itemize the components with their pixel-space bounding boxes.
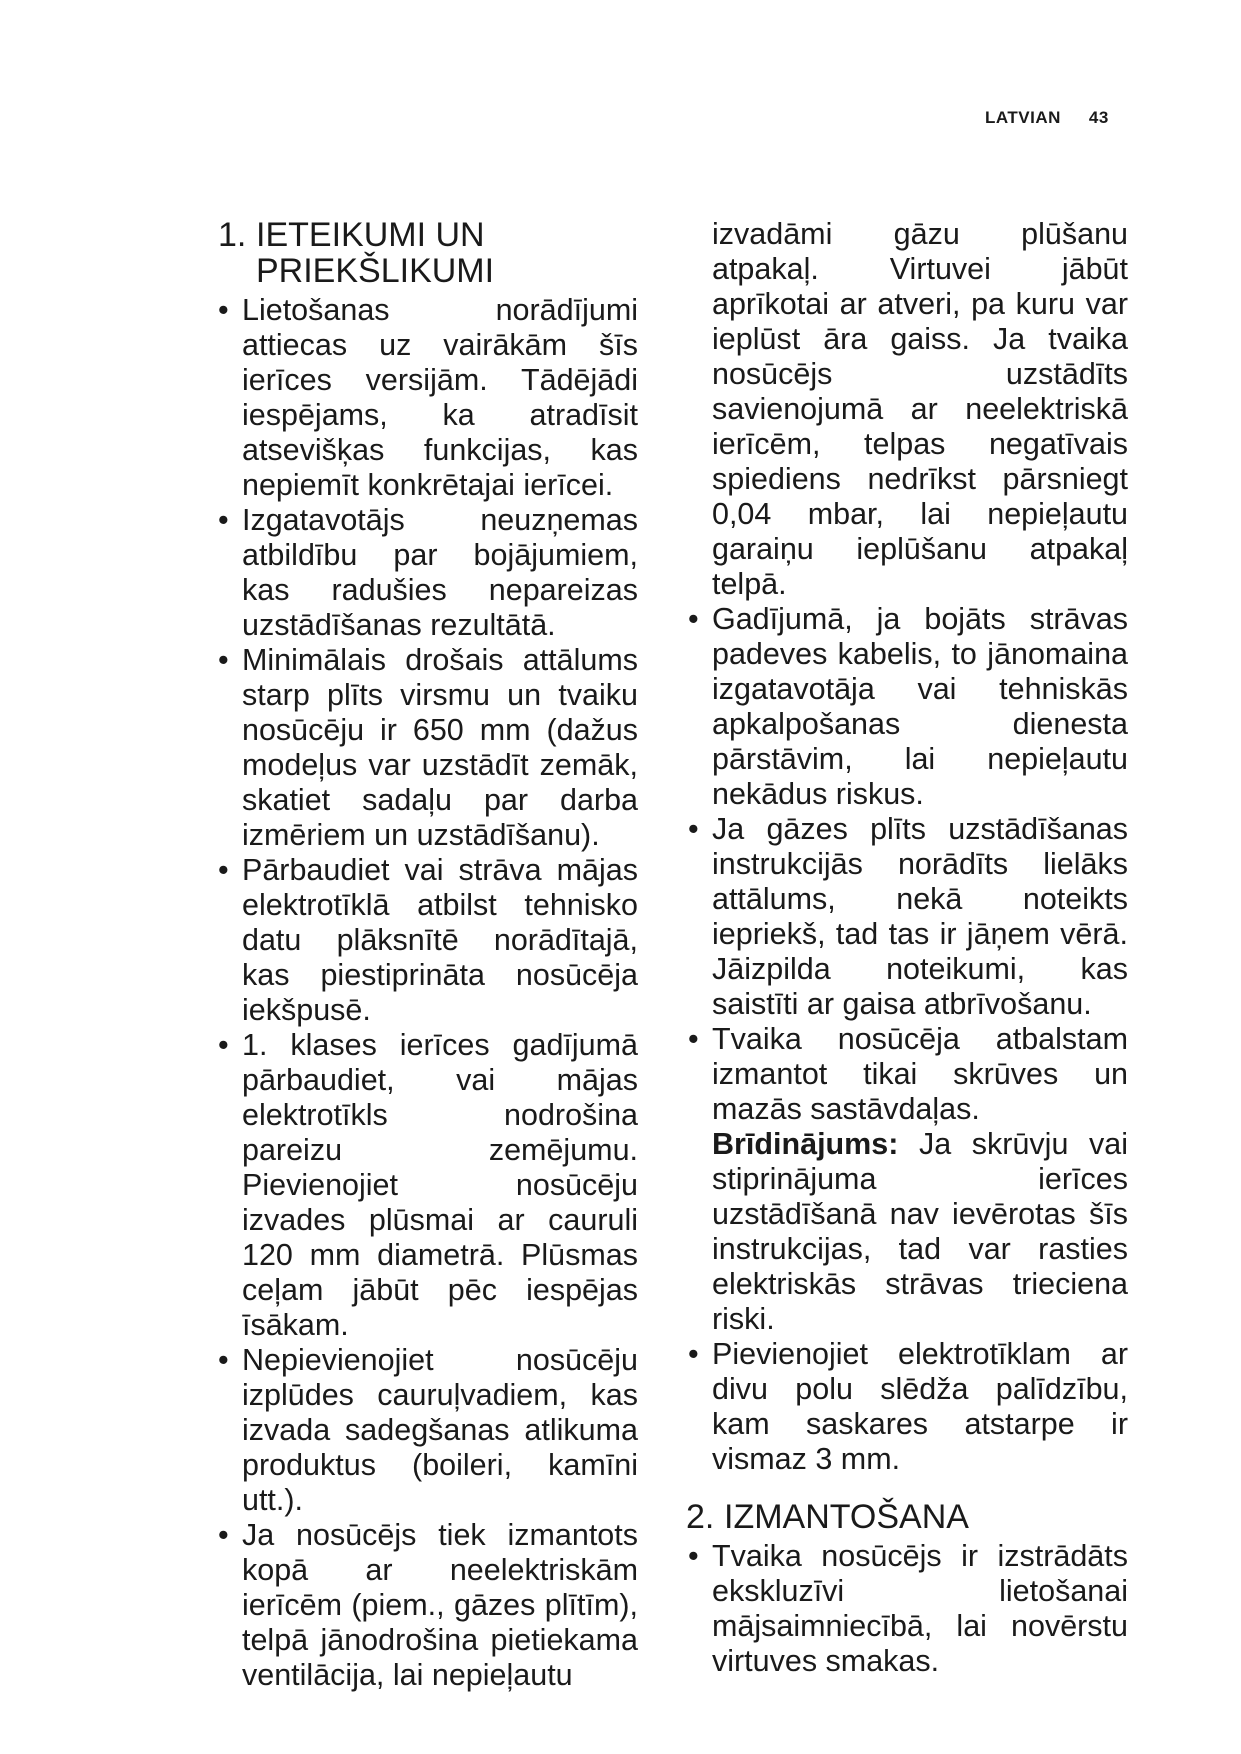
- section-1-number: 1.: [218, 216, 247, 254]
- right-column: [688, 217, 1128, 1679]
- list-item: • Nepievienojiet nosūcēju izplūdes cauruļvadiem, kas izvada sadegšanas atlikuma produktus (boileri, kamīni utt.).: [218, 1343, 638, 1518]
- section-2-list: [688, 1539, 1128, 1679]
- warning-label: Brīdinājums:: [712, 1127, 899, 1161]
- warning-block: [712, 1127, 1128, 1337]
- list-item: • Minimālais drošais attālums starp plīts virsmu un tvaiku nosūcēju ir 650 mm (dažus modeļus var uzstādīt zemāk, skatiet sadaļu par darba izmēriem un uzstādīšanu).: [218, 643, 638, 853]
- section-2-title: IZMANTOŠANA: [724, 1498, 969, 1536]
- page-header: [985, 108, 1109, 128]
- section-2-number: 2.: [686, 1498, 715, 1536]
- list-item: • Tvaika nosūcējs ir izstrādāts ekskluzīvi lietošanai mājsaimniecībā, lai novērstu virtuves smakas.: [688, 1539, 1128, 1679]
- warning-text: Ja skrūvju vai stiprinājuma ierīces uzstādīšanā nav ievērotas šīs instrukcijas, tad var rasties elektriskās strāvas trieciena riski.: [712, 1127, 1128, 1336]
- section-1-heading: [218, 217, 638, 289]
- continued-paragraph: izvadāmi gāzu plūšanu atpakaļ. Virtuvei jābūt aprīkotai ar atveri, pa kuru var ieplūst āra gaiss. Ja tvaika nosūcējs uzstādīts savienojumā ar neelektriskā ierīcēm, telpas negatīvais spiediens nedrīkst pārsniegt 0,04 mbar, lai nepieļautu garaiņu ieplūšanu atpakaļ telpā.: [712, 217, 1128, 601]
- list-item-support: [688, 1022, 1128, 1337]
- list-item: • Gadījumā, ja bojāts strāvas padeves kabelis, to jānomaina izgatavotāja vai tehniskās apkalpošanas dienesta pārstāvim, lai nepieļautu nekādus riskus.: [688, 602, 1128, 812]
- section-2-heading: [686, 1499, 1128, 1535]
- list-item: • Pārbaudiet vai strāva mājas elektrotīklā atbilst tehnisko datu plāksnītē norādītajā, kas piestiprināta nosūcēja iekšpusē.: [218, 853, 638, 1028]
- list-item: • Pievienojiet elektrotīklam ar divu polu slēdža palīdzību, kam saskares atstarpe ir vismaz 3 mm.: [688, 1337, 1128, 1477]
- section-1-title: IETEIKUMI UN PRIEKŠLIKUMI: [256, 216, 495, 290]
- list-item: • Ja gāzes plīts uzstādīšanas instrukcijās norādīts lielāks attālums, nekā noteikts iepriekš, tad tas ir jāņem vērā. Jāizpilda noteikumi, kas saistīti ar gaisa atbrīvošanu.: [688, 812, 1128, 1022]
- page-number: 43: [1088, 108, 1109, 127]
- list-item: • Ja nosūcējs tiek izmantots kopā ar neelektriskām ierīcēm (piem., gāzes plītīm), telpā jānodrošina pietiekama ventilācija, lai nepieļautu: [218, 1518, 638, 1693]
- list-item: • Lietošanas norādījumi attiecas uz vairākām šīs ierīces versijām. Tādējādi iespējams, ka atradīsit atsevišķas funkcijas, kas nepiemīt konkrētajai ierīcei.: [218, 293, 638, 503]
- support-text: Tvaika nosūcēja atbalstam izmantot tikai skrūves un mazās sastāvdaļas.: [712, 1022, 1128, 1126]
- continued-text: [688, 217, 1128, 602]
- section-1-list: [218, 293, 638, 1693]
- section-1-list-continued: [688, 602, 1128, 1477]
- list-item: • Izgatavotājs neuzņemas atbildību par bojājumiem, kas radušies nepareizas uzstādīšanas rezultātā.: [218, 503, 638, 643]
- left-column: [218, 217, 638, 1693]
- header-language: LATVIAN: [985, 108, 1061, 127]
- list-item: • 1. klases ierīces gadījumā pārbaudiet, vai mājas elektrotīkls nodrošina pareizu zemējumu. Pievienojiet nosūcēju izvades plūsmai ar cauruli 120 mm diametrā. Plūsmas ceļam jābūt pēc iespējas īsākam.: [218, 1028, 638, 1343]
